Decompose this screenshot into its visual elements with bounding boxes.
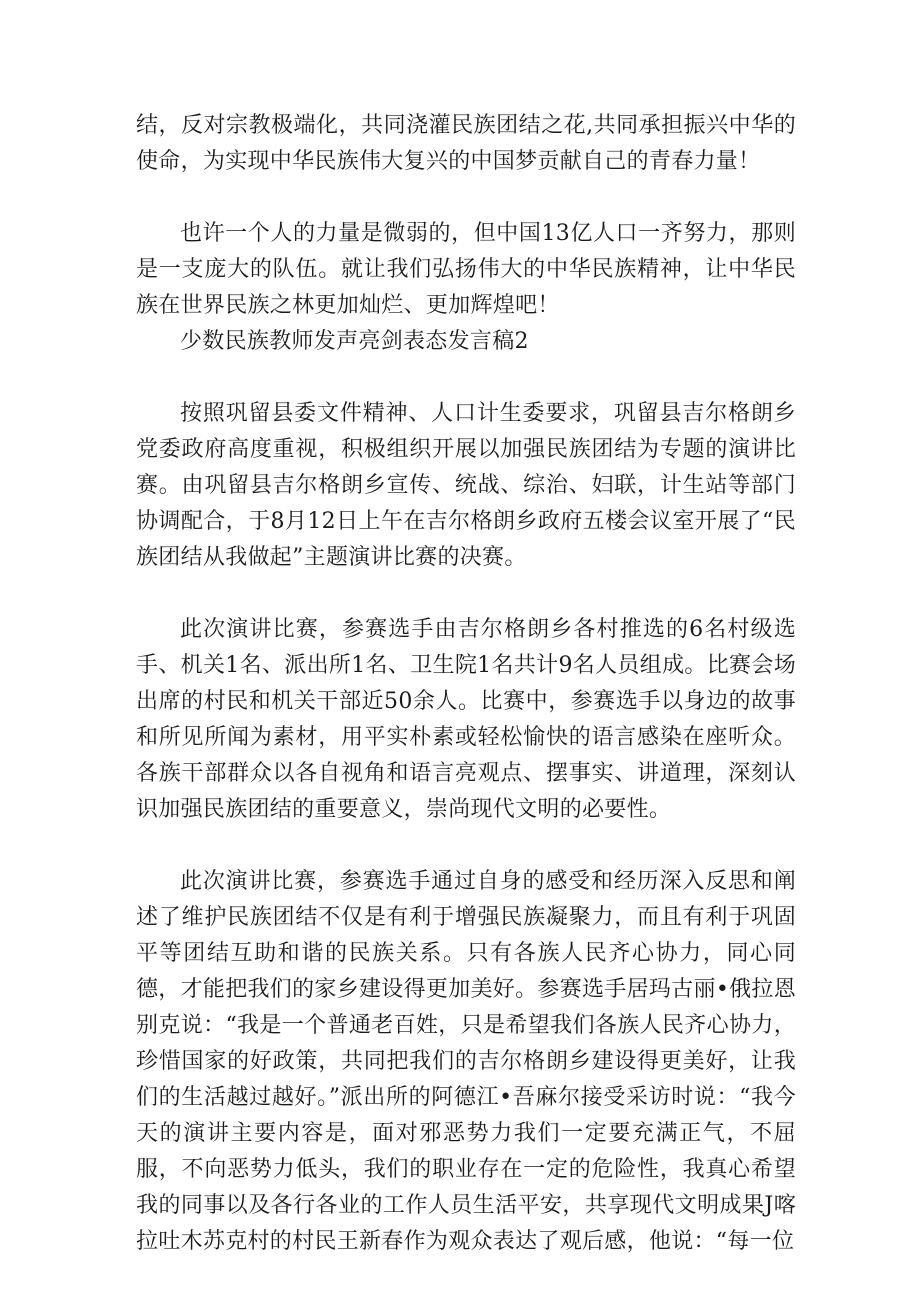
paragraph-1: 结，反对宗教极端化，共同浇灌民族团结之花,共同承担振兴中华的使命，为实现中华民族伟大复兴的中国梦贡献自己的青春力量！ — [136, 113, 796, 174]
paragraph-2: 也许一个人的力量是微弱的，但中国13亿人口一齐努力，那则是一支庞大的队伍。就让我们弘扬伟大的中华民族精神，让中华民族在世界民族之林更加灿烂、更加辉煌吧！ — [136, 221, 796, 318]
paragraph-4: 此次演讲比赛，参赛选手由吉尔格朗乡各村推选的6名村级选手、机关1名、派出所1名、卫生院1名共计9名人员组成。比赛会场出席的村民和机关干部近50余人。比赛中，参赛选手以身边的故事和所见所闻为素材，用平实朴素或轻松愉快的语言感染在座听众。各族干部群众以各自视角和语言亮观点、摆事实、讲道理，深刻认识加强民族团结的重要意义，崇尚现代文明的必要性。 — [136, 617, 796, 822]
paragraph-5: 此次演讲比赛，参赛选手通过自身的感受和经历深入反思和阐述了维护民族团结不仅是有利于增强民族凝聚力，而且有利于巩固平等团结互助和谐的民族关系。只有各族人民齐心协力，同心同德，才能把我们的家乡建设得更加美好。参赛选手居玛古丽•俄拉恩别克说：“我是一个普通老百姓，只是希望我们各族人民齐心协力，珍惜国家的好政策，共同把我们的吉尔格朗乡建设得更美好，让我们的生活越过越好。”派出所的阿德江•吾麻尔接受采访时说：“我今天的演讲主要内容是，面对邪恶势力我们一定要充满正气，不屈服，不向恶势力低头，我们的职业存在一定的危险性，我真心希望我的同事以及各行各业的工作人员生活平安，共享现代文明成果J喀拉吐木苏克村的村民王新春作为观众表达了观后感，他说：“每一位 — [136, 869, 796, 1254]
document-body — [136, 108, 796, 1260]
paragraph-3: 按照巩留县委文件精神、人口计生委要求，巩留县吉尔格朗乡党委政府高度重视，积极组织开展以加强民族团结为专题的演讲比赛。由巩留县吉尔格朗乡宣传、统战、综治、妇联，计生站等部门协调配合，于8月12日上午在吉尔格朗乡政府五楼会议室开展了“民族团结从我做起”主题演讲比赛的决赛。 — [136, 401, 796, 570]
section-heading: 少数民族教师发声亮剑表态发言稿2 — [180, 329, 529, 354]
